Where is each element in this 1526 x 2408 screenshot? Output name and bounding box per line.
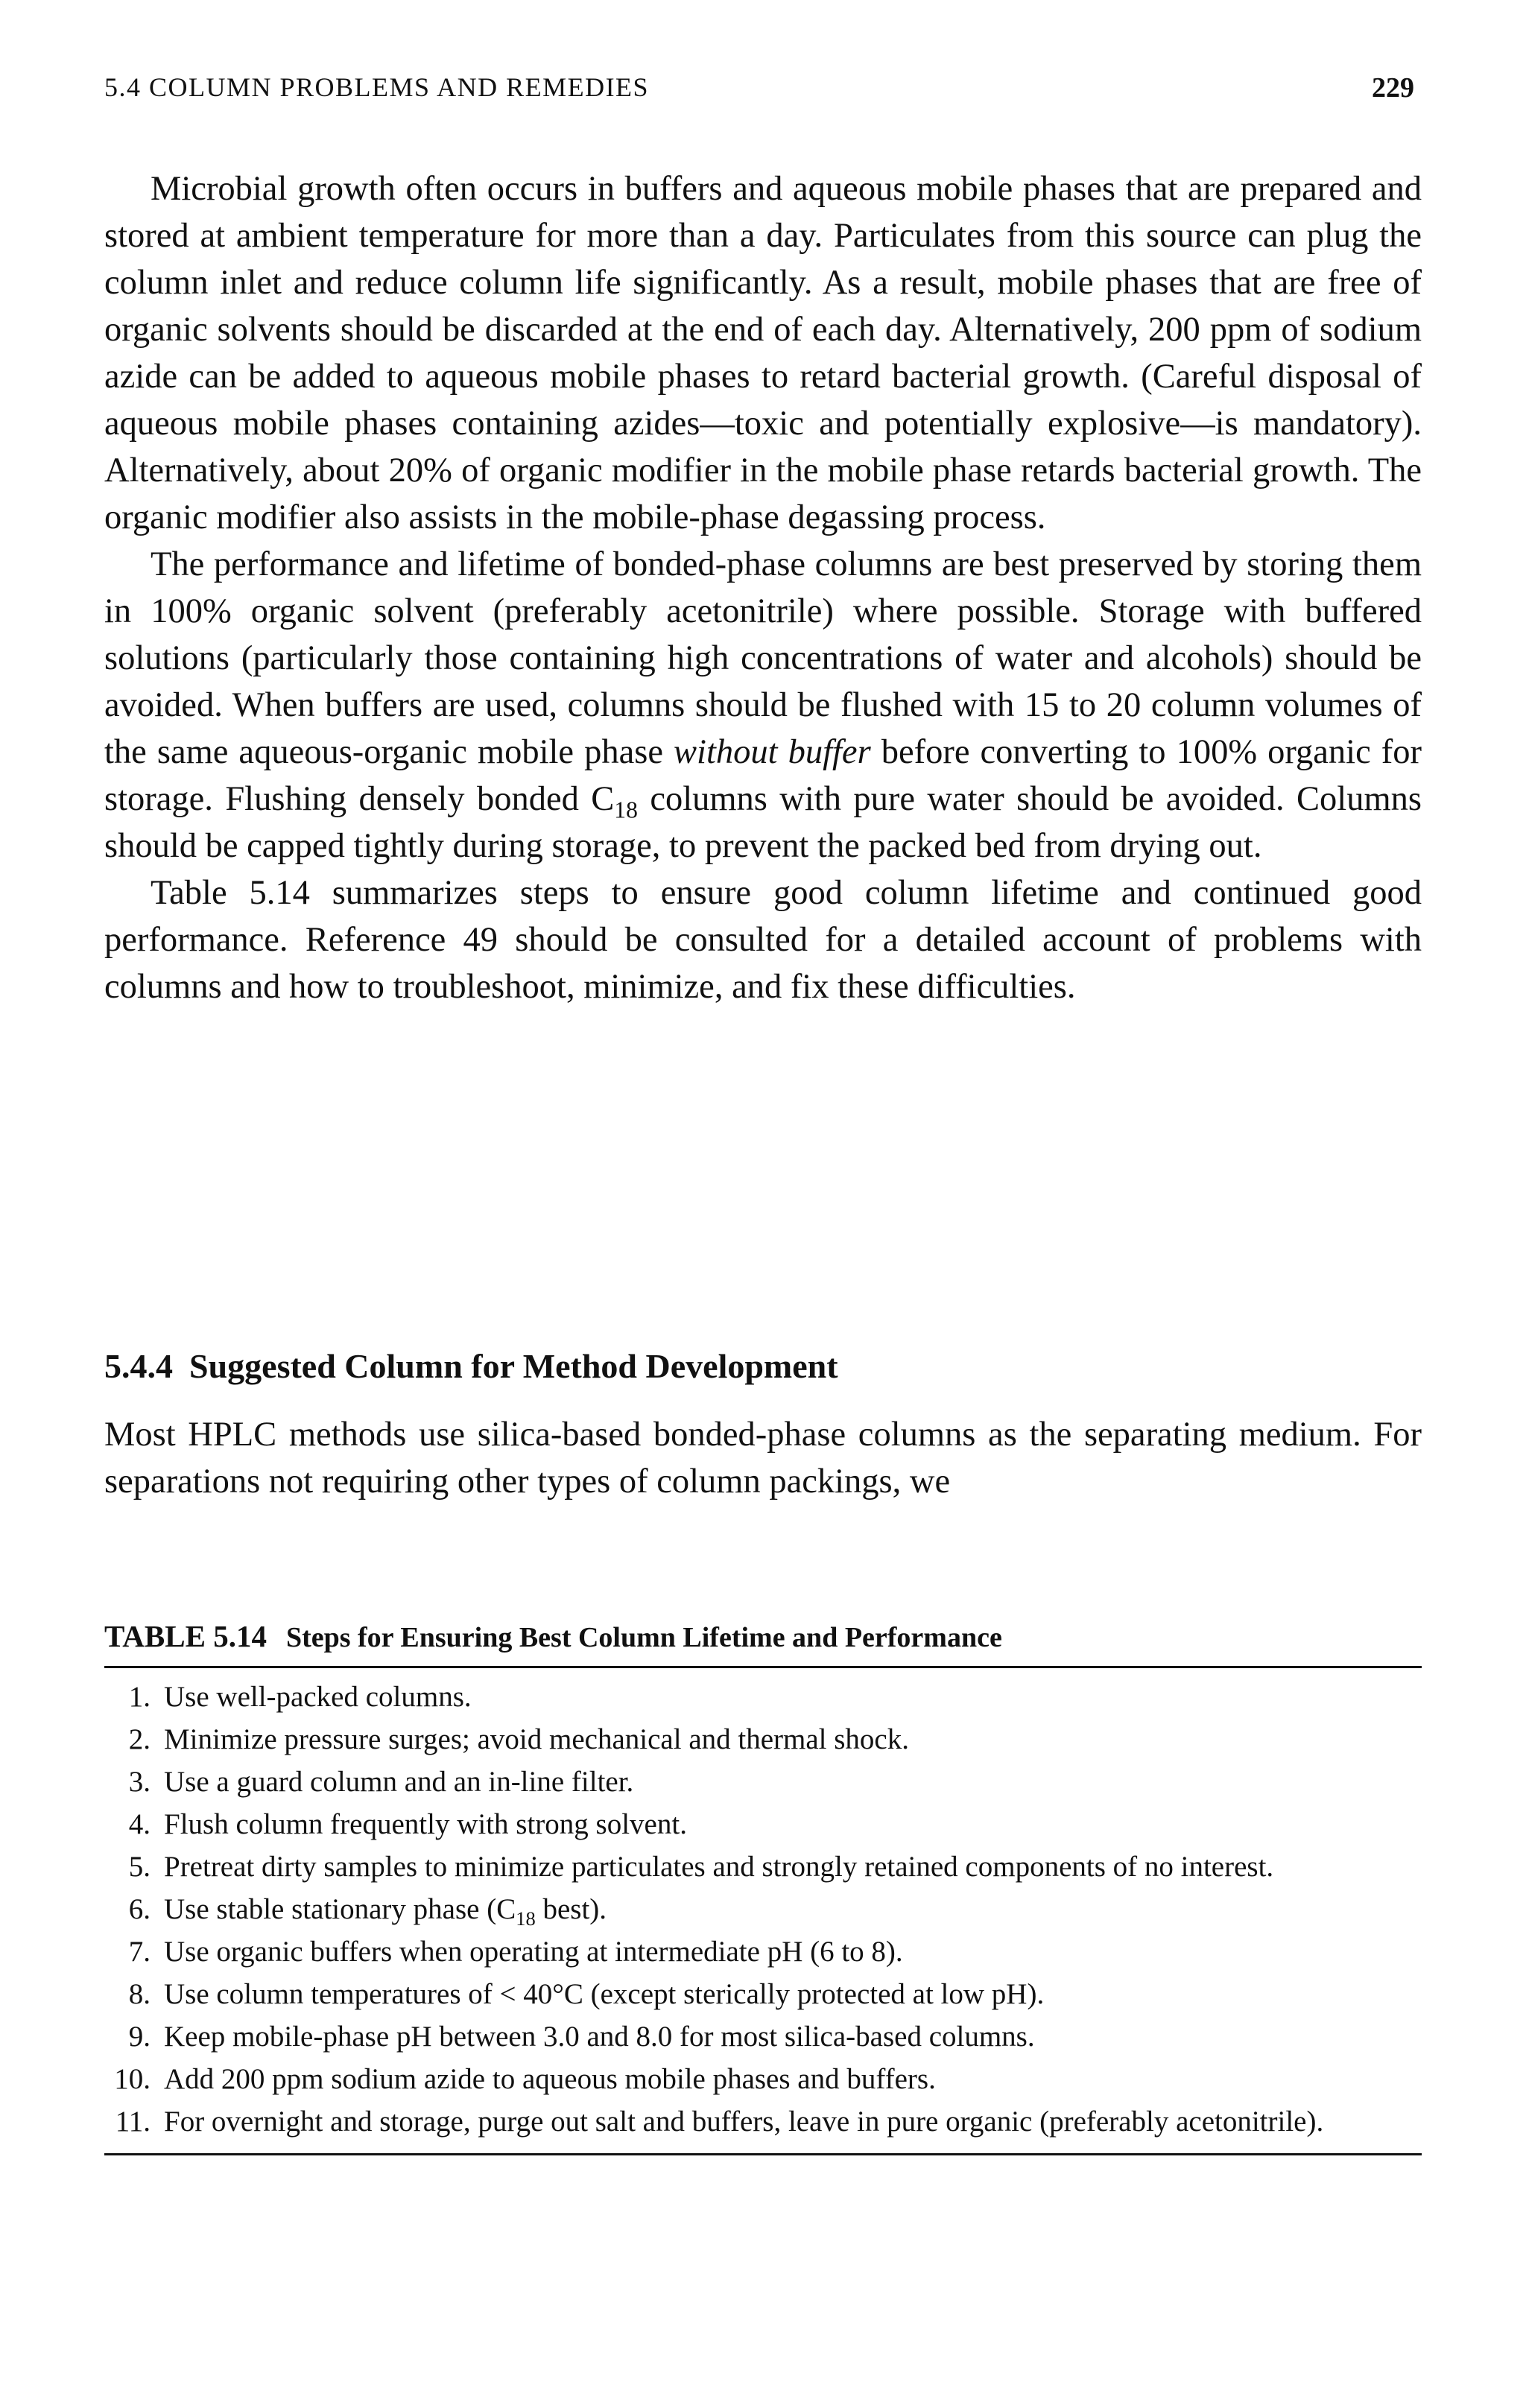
emphasis-without-buffer: without buffer: [674, 733, 871, 771]
body-text: [104, 165, 1422, 1010]
table-step: [104, 1761, 1422, 1803]
step-text: Keep mobile-phase pH between 3.0 and 8.0 for most silica-based columns.: [164, 2021, 1035, 2053]
section-paragraph: Most HPLC methods use silica-based bonded-phase columns as the separating medium. For separations not requiring other types of column packings, we: [104, 1416, 1422, 1501]
step-number: 8.: [128, 1978, 151, 2010]
table-step: [104, 1888, 1422, 1930]
table-step: [104, 2058, 1422, 2100]
step-text: Add 200 ppm sodium azide to aqueous mobile phases and buffers.: [164, 2063, 936, 2095]
table-label: TABLE 5.14: [104, 1619, 267, 1653]
step-number: 11.: [115, 2106, 151, 2138]
paragraph-text: The performance and lifetime of bonded-phase columns are best preserved by storing them in 100% organic solvent (preferably acetonitrile) where possible. Storage with buffered solutions (particularly those containing high concentrations of water and alcohols) should be avoided. When buffers are used, columns should be flushed with 15 to 20 column volumes of the same aqueous-organic mobile phase: [104, 545, 1422, 771]
paragraph-microbial-growth: Microbial growth often occurs in buffers and aqueous mobile phases that are prepared and stored at ambient temperature for more than a day. Particulates from this source can plug the column inlet and reduce column life significantly. As a result, mobile phases that are free of organic solvents should be discarded at the end of each day. Alternatively, 200 ppm of sodium azide can be added to aqueous mobile phases to retard bacterial growth. (Careful disposal of aqueous mobile phases containing azides—toxic and potentially explosive—is mandatory). Alternatively, about 20% of organic modifier in the mobile phase retards bacterial growth. The organic modifier also assists in the mobile-phase degassing process.: [104, 170, 1422, 536]
step-number: 1.: [128, 1681, 151, 1713]
step-number: 4.: [128, 1808, 151, 1840]
step-text: Use column temperatures of < 40°C (except sterically protected at low pH).: [164, 1978, 1045, 2010]
running-head: [104, 72, 1422, 109]
step-text: For overnight and storage, purge out salt and buffers, leave in pure organic (preferably acetonitrile).: [164, 2106, 1324, 2138]
subscript-18: 18: [614, 796, 638, 823]
section-title: Suggested Column for Method Development: [189, 1347, 838, 1385]
subscript-18: 18: [516, 1907, 536, 1930]
paragraph-table-reference: Table 5.14 summarizes steps to ensure good column lifetime and continued good performance. Reference 49 should be consulted for a detailed account of problems with columns and how to troubleshoot, minimize, and fix these difficulties.: [104, 874, 1422, 1006]
running-head-title: 5.4 COLUMN PROBLEMS AND REMEDIES: [104, 72, 650, 102]
section-heading: [104, 1344, 1422, 1389]
table-step: [104, 1676, 1422, 1718]
step-number: 3.: [128, 1766, 151, 1798]
table-step: [104, 1803, 1422, 1845]
table-step: [104, 1845, 1422, 1888]
table-step: [104, 2015, 1422, 2058]
section-5-4-4: [104, 1344, 1422, 1505]
step-number: 6.: [128, 1893, 151, 1925]
table-step: [104, 1718, 1422, 1761]
step-text: [164, 1888, 1422, 1930]
step-text: Minimize pressure surges; avoid mechanical and thermal shock.: [164, 1723, 909, 1755]
step-number: 9.: [128, 2021, 151, 2053]
table-step: [104, 1930, 1422, 1973]
table-title: Steps for Ensuring Best Column Lifetime and Performance: [285, 1622, 1002, 1653]
step-text: Use well-packed columns.: [164, 1681, 472, 1713]
table-bottom-rule: [104, 2153, 1422, 2155]
table-steps-list: [104, 1668, 1422, 2153]
table-step: [104, 2100, 1422, 2143]
step-text-part: Use stable stationary phase (C: [164, 1893, 516, 1925]
step-text-part: best).: [535, 1893, 607, 1925]
step-number: 5.: [128, 1851, 151, 1883]
step-text: Use organic buffers when operating at intermediate pH (6 to 8).: [164, 1936, 903, 1968]
paragraph-text: columns with pure water should be avoided. Columns should be capped tightly during storage, to prevent the packed bed from drying out.: [104, 780, 1422, 865]
step-text: Pretreat dirty samples to minimize particulates and strongly retained components of no interest.: [164, 1851, 1274, 1883]
step-text: Use a guard column and an in-line filter.: [164, 1766, 634, 1798]
step-number: 2.: [128, 1723, 151, 1755]
step-number: 10.: [114, 2063, 151, 2095]
paragraph-column-storage: [104, 541, 1422, 869]
table-5-14: [104, 1614, 1422, 2155]
book-page: [104, 0, 1422, 2408]
paragraph-text: before converting to 100% organic for storage. Flushing densely bonded C: [104, 733, 1422, 818]
table-step: [104, 1973, 1422, 2015]
table-caption: [104, 1614, 1422, 1666]
step-number: 7.: [128, 1936, 151, 1968]
section-number: 5.4.4: [104, 1347, 173, 1385]
step-text: Flush column frequently with strong solvent.: [164, 1808, 687, 1840]
page-number: 229: [1372, 72, 1414, 104]
